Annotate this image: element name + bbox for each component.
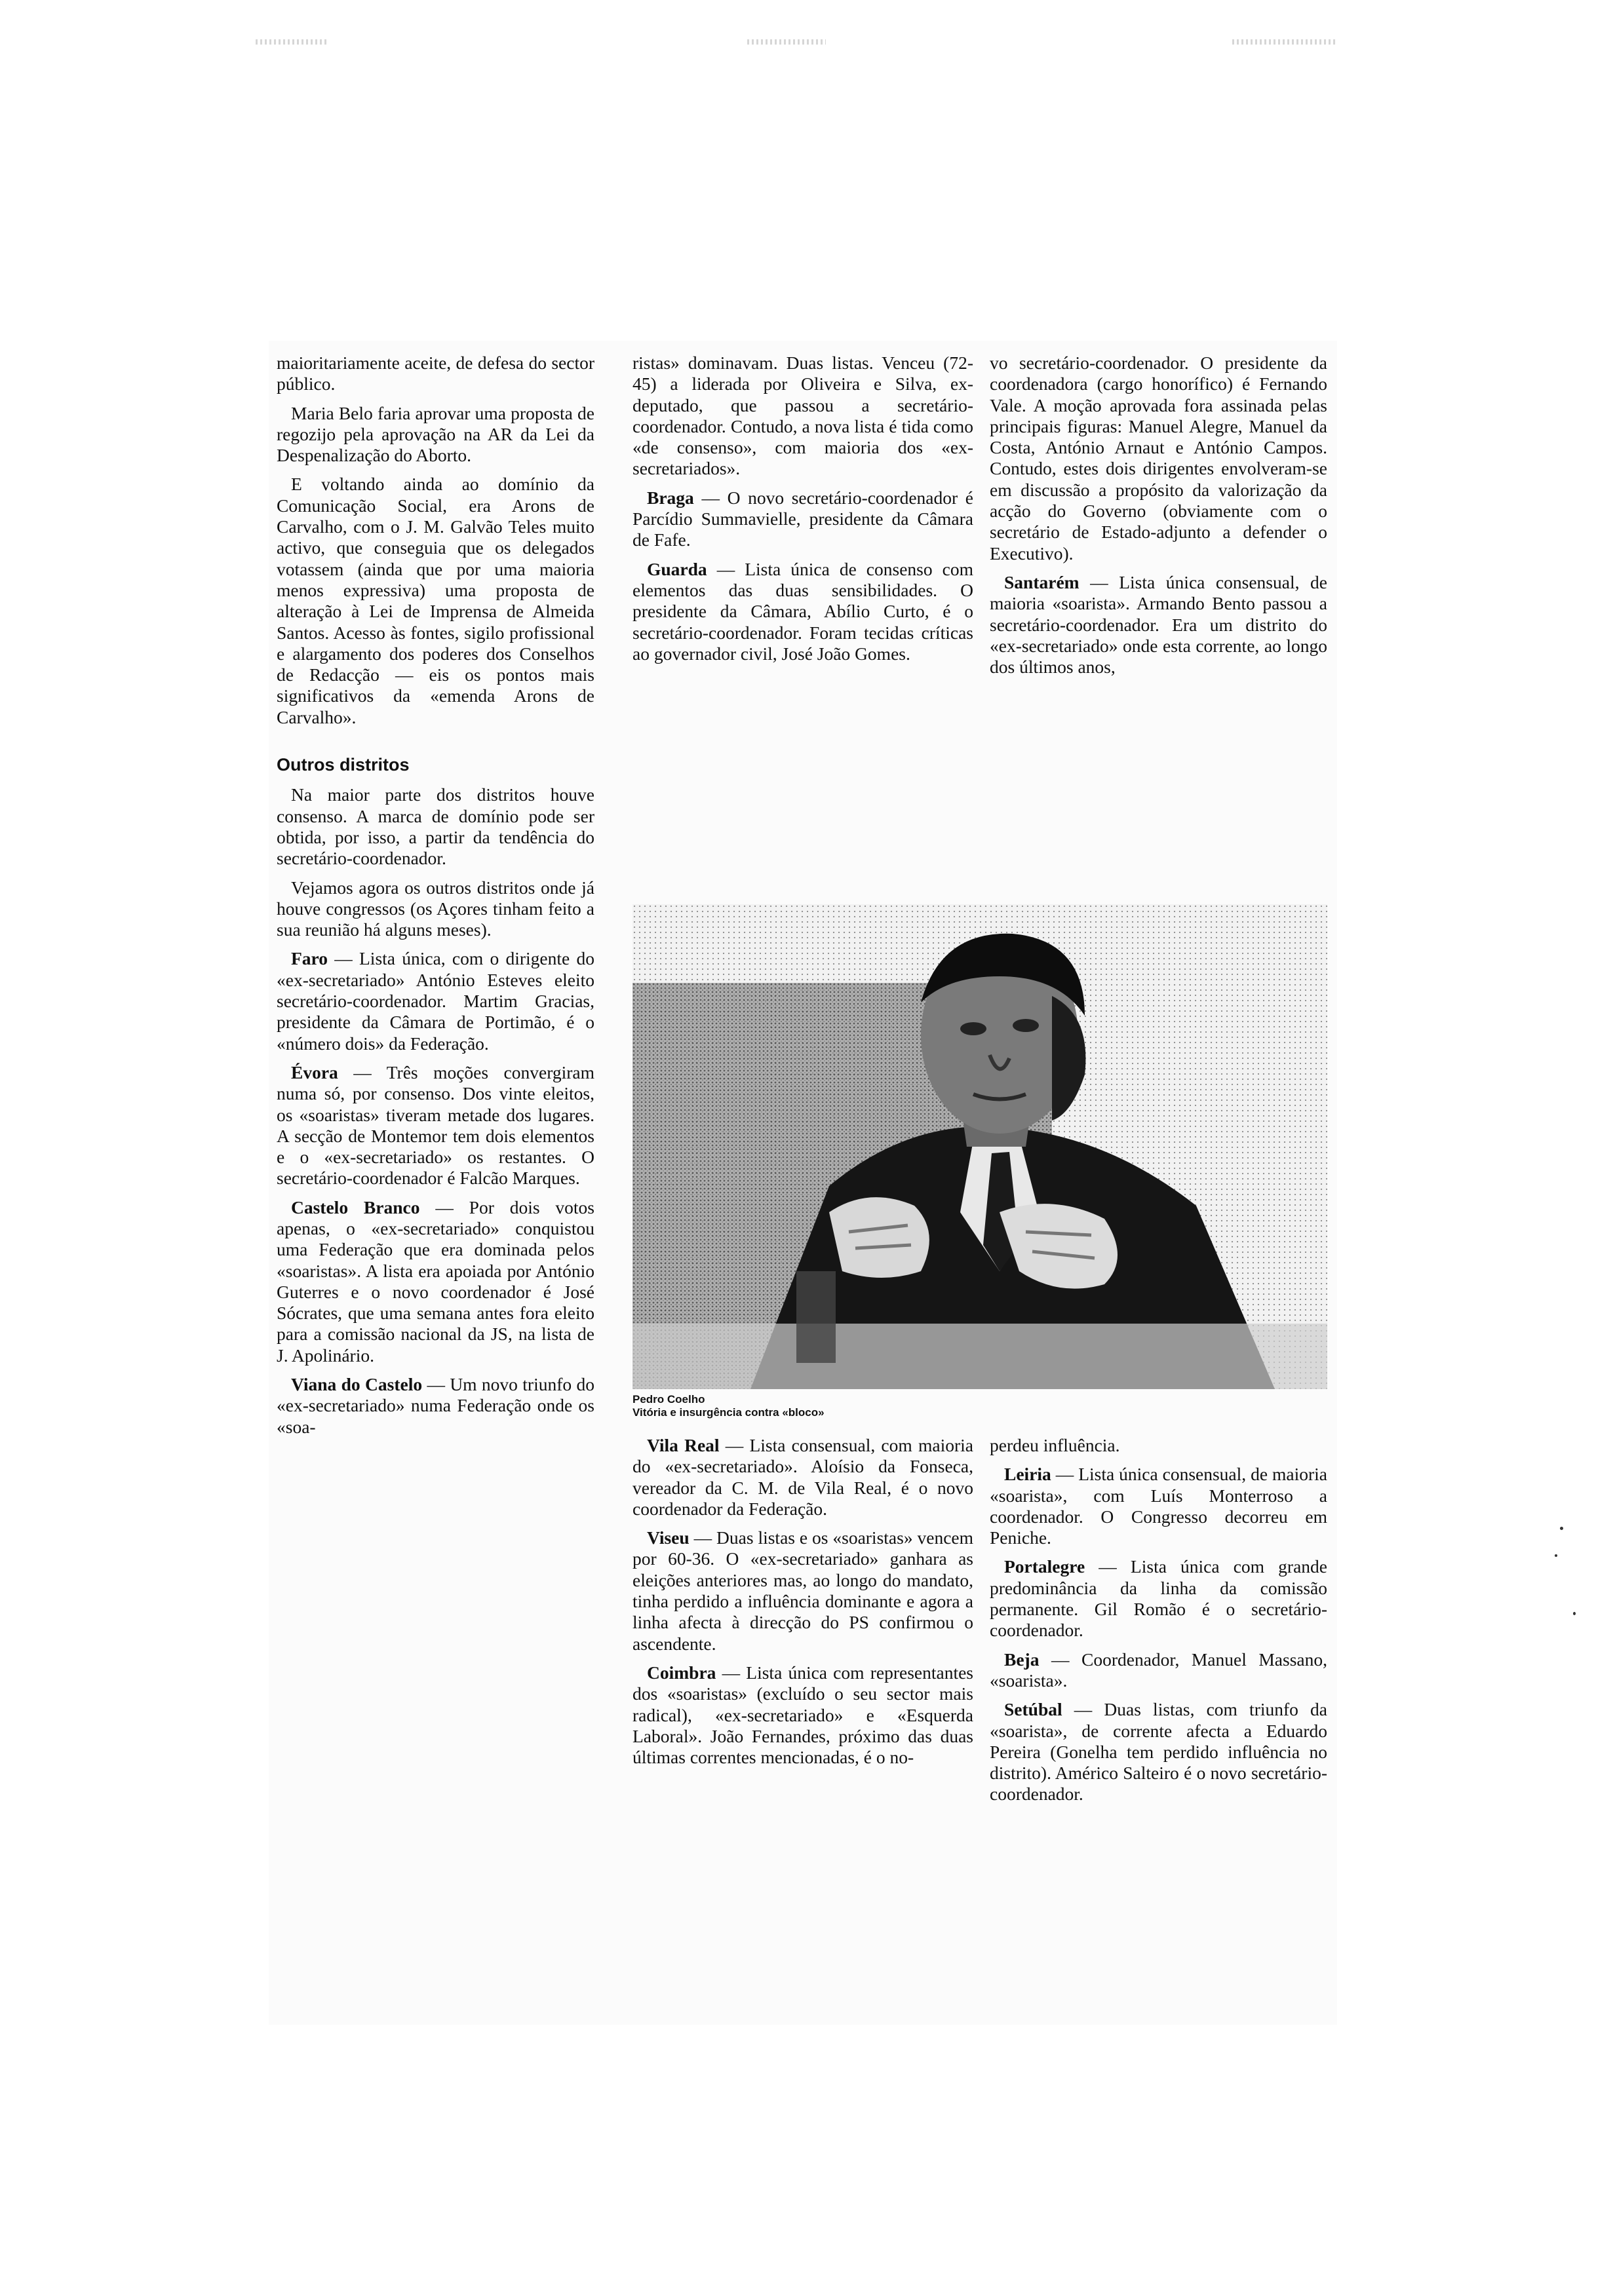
district-paragraph (632, 1662, 973, 1768)
scan-speck (1555, 1554, 1557, 1557)
district-name: Guarda (647, 558, 707, 579)
district-name: Santarém (1004, 571, 1080, 592)
district-text: — Lista consensual, com maioria do «ex-secretariado». Aloísio da Fonseca, vereador da C. M. de Vila Real, é o novo coordenador da Federação. (632, 1435, 973, 1519)
district-name: Braga (647, 487, 694, 508)
district-text: — Lista única com grande predominância da linha da comissão permanente. Gil Romão é o secretário-coordenador. (990, 1556, 1327, 1641)
district-name: Leiria (1004, 1464, 1051, 1485)
paragraph: maioritariamente aceite, de defesa do sector público. (277, 353, 594, 394)
district-paragraph (632, 1435, 973, 1520)
portrait-photo (632, 904, 1327, 1389)
article-column-2-bottom (632, 1435, 973, 1776)
district-paragraph (277, 1374, 594, 1438)
district-text: — Um novo triunfo do «ex-secretariado» numa Federação onde os «soa- (277, 1374, 594, 1437)
district-paragraph (990, 1464, 1327, 1548)
district-text: — Lista única com representantes dos «soaristas» (excluído o seu sector mais radical), «ex-secretariado» e «Esquerda Laboral». João Fernandes, próximo das duas últimas correntes mencionadas, é o no- (632, 1662, 973, 1768)
district-paragraph (632, 559, 973, 664)
district-text: — Lista única consensual, de maioria «soarista», com Luís Monterroso a coordenador. O Congresso decorreu em Peniche. (990, 1464, 1327, 1548)
paragraph: ristas» dominavam. Duas listas. Venceu (72-45) a liderada por Oliveira e Silva, ex-deputado, que passou a secretário-coordenador. Contudo, a nova lista é tida como «de consenso», com maioria dos «ex-secretariados». (632, 353, 973, 479)
paragraph: perdeu influência. (990, 1435, 1120, 1455)
scan-speck (1560, 1527, 1563, 1530)
district-name: Viseu (647, 1527, 690, 1548)
district-name: Portalegre (1004, 1556, 1085, 1577)
caption-name: Pedro Coelho (632, 1393, 705, 1406)
portrait-image (632, 904, 1327, 1389)
district-name: Viana do Castelo (291, 1374, 423, 1395)
header-mark-right (1232, 39, 1337, 45)
paragraph: E voltando ainda ao domínio da Comunicação Social, era Arons de Carvalho, com o J. M. Galvão Teles muito activo, que conseguia que os delegados votassem (ainda que por uma maioria menos expressiva) uma proposta de alteração à Lei de Imprensa de Almeida Santos. Acesso às fontes, sigilo profissional e alargamento dos poderes dos Conselhos de Redacção — eis os pontos mais significativos da «emenda Arons de Carvalho». (277, 474, 594, 727)
district-name: Faro (291, 948, 328, 969)
district-paragraph (277, 948, 594, 1054)
district-name: Vila Real (647, 1435, 720, 1455)
district-text: — Lista única consensual, de maioria «soarista». Armando Bento passou a secretário-coordenador. Era um distrito do «ex-secretariado» onde esta corrente, ao longo dos últimos anos, (990, 571, 1327, 678)
paragraph: Maria Belo faria aprovar uma proposta de regozijo pela aprovação na AR da Lei da Despenalização do Aborto. (277, 402, 594, 466)
article-column-3-top (990, 353, 1327, 685)
district-paragraph (990, 1649, 1327, 1692)
district-paragraph (990, 1556, 1327, 1641)
article-column-2-top (632, 353, 973, 672)
district-text: — Duas listas, com triunfo da «soarista», de corrente afecta a Eduardo Pereira (Gonelha tem perdido influência no distrito). Américo Salteiro é o novo secretário-coordenador. (990, 1699, 1327, 1805)
paragraph: vo secretário-coordenador. O presidente da coordenadora (cargo honorífico) é Fernando Vale. A moção aprovada fora assinada pelas principais figuras: Manuel Alegre, Manuel da Costa, António Arnaut e António Campos. Contudo, estes dois dirigentes envolveram-se em discussão a propósito da valorização da acção do Governo (obviamente com o secretário de Estado-adjunto a defender o Executivo). (990, 353, 1327, 564)
district-paragraph (277, 1062, 594, 1189)
district-name: Beja (1004, 1649, 1040, 1670)
district-text: — Coordenador, Manuel Massano, «soarista». (990, 1649, 1327, 1691)
district-text: — Lista única de consenso com elementos das duas sensibilidades. O presidente da Câmara, Abílio Curto, é o secretário-coordenador. Foram tecidas críticas ao governador civil, José João Gomes. (632, 558, 973, 664)
paragraph: Na maior parte dos distritos houve consenso. A marca de domínio pode ser obtida, por isso, a partir da tendência do secretário-coordenador. (277, 784, 594, 869)
district-text: — Duas listas e os «soaristas» vencem por 60-36. O «ex-secretariado» ganhara as eleições anteriores mas, ao longo do mandato, tinha perdido a influência dominante e agora a linha afecta à direcção do PS confirmou o ascendente. (632, 1527, 973, 1654)
newspaper-clipping (269, 341, 1337, 2025)
article-column-3-bottom (990, 1435, 1327, 1813)
district-paragraph (632, 1527, 973, 1655)
district-paragraph (632, 488, 973, 551)
district-name: Évora (291, 1062, 338, 1082)
district-name: Coimbra (647, 1662, 716, 1683)
district-text: — Três moções convergiram numa só, por consenso. Dos vinte eleitos, os «soaristas» tiveram metade dos lugares. A secção de Montemor tem dois elementos e o «ex-secretariado» os restantes. O secretário-coordenador é Falcão Marques. (277, 1062, 594, 1189)
district-name: Setúbal (1004, 1699, 1062, 1720)
district-paragraph (990, 572, 1327, 678)
header-mark-left (256, 39, 328, 45)
district-paragraph (990, 1699, 1327, 1805)
photo-caption (632, 1393, 986, 1419)
paragraph: Vejamos agora os outros distritos onde já houve congressos (os Açores tinham feito a sua reunião há alguns meses). (277, 877, 594, 940)
article-column-1 (277, 353, 594, 1445)
header-mark-center (747, 39, 826, 45)
caption-text: Vitória e insurgência contra «bloco» (632, 1406, 825, 1419)
district-text: — Lista única, com o dirigente do «ex-secretariado» António Esteves eleito secretário-coordenador. Martim Gracias, presidente da Câmara de Portimão, é o «número dois» da Federação. (277, 948, 594, 1054)
district-text: — Por dois votos apenas, o «ex-secretariado» conquistou uma Federação que era dominada pelos «soaristas». A lista era apoiada por António Guterres e o novo coordenador é José Sócrates, que uma semana antes fora eleito para a comissão nacional da JS, na lista de J. Apolinário. (277, 1196, 594, 1366)
district-name: Castelo Branco (291, 1196, 420, 1217)
district-text: — O novo secretário-coordenador é Parcídio Summavielle, presidente da Câmara de Fafe. (632, 487, 973, 550)
scan-speck (1573, 1612, 1576, 1615)
section-subheading: Outros distritos (277, 755, 410, 775)
district-paragraph (277, 1197, 594, 1366)
